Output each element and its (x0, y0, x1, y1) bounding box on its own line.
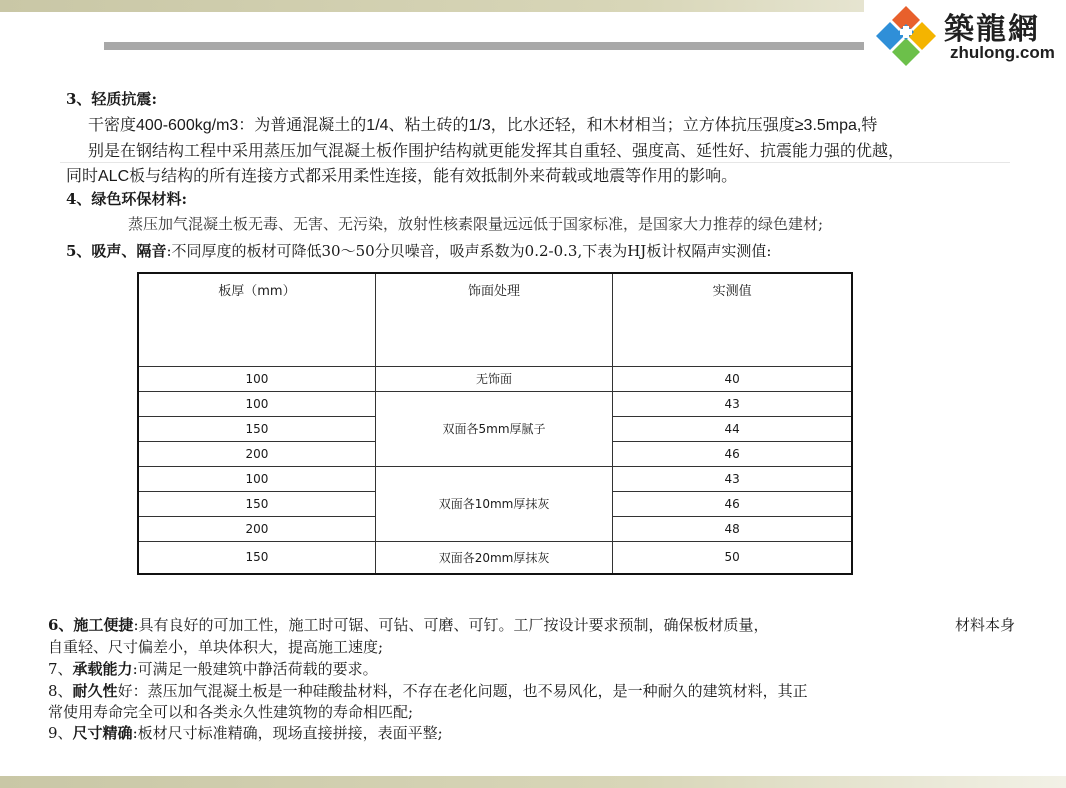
section9-heading: 尺寸精确 (72, 724, 133, 742)
section6-heading: 6、施工便捷 (48, 616, 134, 634)
section6-text1: :具有良好的可加工性，施工时可锯、可钻、可磨、可钉。工厂按设计要求预制，确保板材质量， (133, 616, 769, 634)
cell-measured: 43 (613, 391, 852, 416)
section7-line (48, 658, 378, 679)
section3-line1: 干密度400-600kg/m3：为普通混凝土的1/4、粘土砖的1/3，比水还轻，和木材相当；立方体抗压强度≥3.5mpa,特 (88, 117, 878, 134)
cell-measured: 44 (613, 416, 852, 441)
section8-number: 8、 (48, 682, 73, 700)
section7-text: :可满足一般建筑中静活荷载的要求。 (132, 660, 378, 678)
section6-text1b: 材料本身 (955, 616, 1016, 634)
cell-measured: 50 (613, 541, 852, 574)
header-divider-bar (104, 42, 864, 50)
table-row (138, 541, 852, 574)
header-measured: 实测值 (613, 273, 852, 366)
cell-measured: 43 (613, 466, 852, 491)
section3-line3: 同时ALC板与结构的所有连接方式都采用柔性连接，能有效抵制外来荷载或地震等作用的影响。 (66, 168, 738, 185)
cell-thickness: 100 (138, 391, 375, 416)
section4-heading: 4、绿色环保材料: (66, 190, 187, 208)
cell-thickness: 150 (138, 541, 375, 574)
bottom-decor-band (0, 776, 1066, 788)
cell-finish: 双面各5mm厚腻子 (375, 391, 612, 466)
section9-text: :板材尺寸标准精确，现场直接拼接，表面平整; (132, 724, 443, 742)
cell-finish: 双面各20mm厚抹灰 (375, 541, 612, 574)
table-row (138, 391, 852, 416)
sound-insulation-table (137, 272, 853, 575)
cell-thickness: 100 (138, 366, 375, 391)
cell-thickness: 200 (138, 441, 375, 466)
cell-thickness: 100 (138, 466, 375, 491)
section6-text2: 自重轻、尺寸偏差小，单块体积大，提高施工速度; (48, 638, 384, 656)
cell-measured: 46 (613, 441, 852, 466)
section7-heading: 承载能力 (72, 660, 133, 678)
cell-thickness: 200 (138, 516, 375, 541)
cell-measured: 46 (613, 491, 852, 516)
section5-heading: 5、吸声、隔音 (66, 242, 167, 260)
cell-finish: 双面各10mm厚抹灰 (375, 466, 612, 541)
logo-english-text: zhulong.com (950, 43, 1055, 62)
section8-heading: 耐久性 (72, 682, 118, 700)
cell-thickness: 150 (138, 416, 375, 441)
section3-line2: 别是在钢结构工程中采用蒸压加气混凝土板作围护结构就更能发挥其自重轻、强度高、延性好、抗震能力强的优越， (88, 143, 905, 160)
section4-text: 蒸压加气混凝土板无毒、无害、无污染，放射性核素限量远远低于国家标准，是国家大力推荐的绿色建材; (128, 215, 824, 233)
logo-mark-icon (870, 4, 942, 72)
logo-chinese-text: 築龍網 (944, 12, 1040, 47)
cell-measured: 40 (613, 366, 852, 391)
section6-line1 (48, 614, 769, 635)
table-row (138, 366, 852, 391)
cell-thickness: 150 (138, 491, 375, 516)
section8-text1: 好：蒸压加气混凝土板是一种硅酸盐材料，不存在老化问题，也不易风化，是一种耐久的建筑材料，其正 (117, 682, 808, 700)
cell-finish: 无饰面 (375, 366, 612, 391)
table-header-row (138, 273, 852, 366)
section7-number: 7、 (48, 660, 73, 678)
table-row (138, 466, 852, 491)
section3-heading: 3、轻质抗震: (66, 90, 157, 108)
zhulong-logo (864, 0, 1066, 72)
header-finish: 饰面处理 (375, 273, 612, 366)
section5-text: :不同厚度的板材可降低30～50分贝噪音，吸声系数为0.2-0.3,下表为HJ板计权隔声实测值: (166, 242, 772, 260)
section8-line1 (48, 680, 808, 701)
section9-line (48, 722, 443, 743)
section8-text2: 常使用寿命完全可以和各类永久性建筑物的寿命相匹配; (48, 703, 414, 721)
cell-measured: 48 (613, 516, 852, 541)
section9-number: 9、 (48, 724, 73, 742)
header-thickness: 板厚（mm） (138, 273, 375, 366)
section5-line (66, 240, 771, 261)
